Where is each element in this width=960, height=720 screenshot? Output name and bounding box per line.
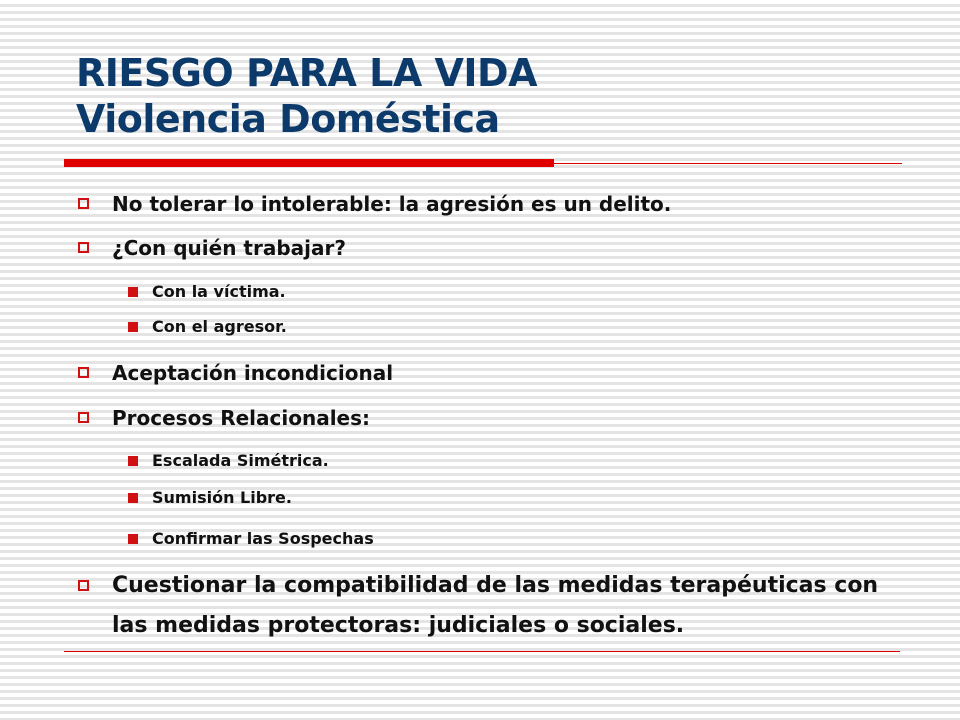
hollow-square-bullet-icon [78,412,89,423]
bullet-text: Procesos Relacionales: [112,406,371,430]
title-line-2: Violencia Doméstica [76,97,500,141]
hollow-square-bullet-icon [78,198,89,209]
bullet-text: ¿Con quién trabajar? [112,236,346,260]
title-underline-bar [64,159,554,167]
solid-square-bullet-icon [128,493,138,503]
sub-bullet-text: Con la víctima. [152,282,286,301]
hollow-square-bullet-icon [78,367,89,378]
hollow-square-bullet-icon [78,580,89,591]
sub-bullet-text: Confirmar las Sospechas [152,529,374,548]
bullet-text: Cuestionar la compatibilidad de las medidas terapéuticas con las medidas protectoras: judiciales o sociales. [112,573,879,638]
title-divider-line [554,163,902,164]
slide-title [76,50,537,142]
solid-square-bullet-icon [128,287,138,297]
sub-bullet-text: Escalada Simétrica. [152,451,329,470]
solid-square-bullet-icon [128,456,138,466]
sub-bullet-text: Sumisión Libre. [152,488,292,507]
footer-divider-line [64,651,900,652]
hollow-square-bullet-icon [78,242,89,253]
bullet-text: No tolerar lo intolerable: la agresión es un delito. [112,192,672,216]
bullet-text: Aceptación incondicional [112,361,394,385]
solid-square-bullet-icon [128,322,138,332]
title-line-1: RIESGO PARA LA VIDA [76,51,537,95]
solid-square-bullet-icon [128,534,138,544]
sub-bullet-text: Con el agresor. [152,317,287,336]
